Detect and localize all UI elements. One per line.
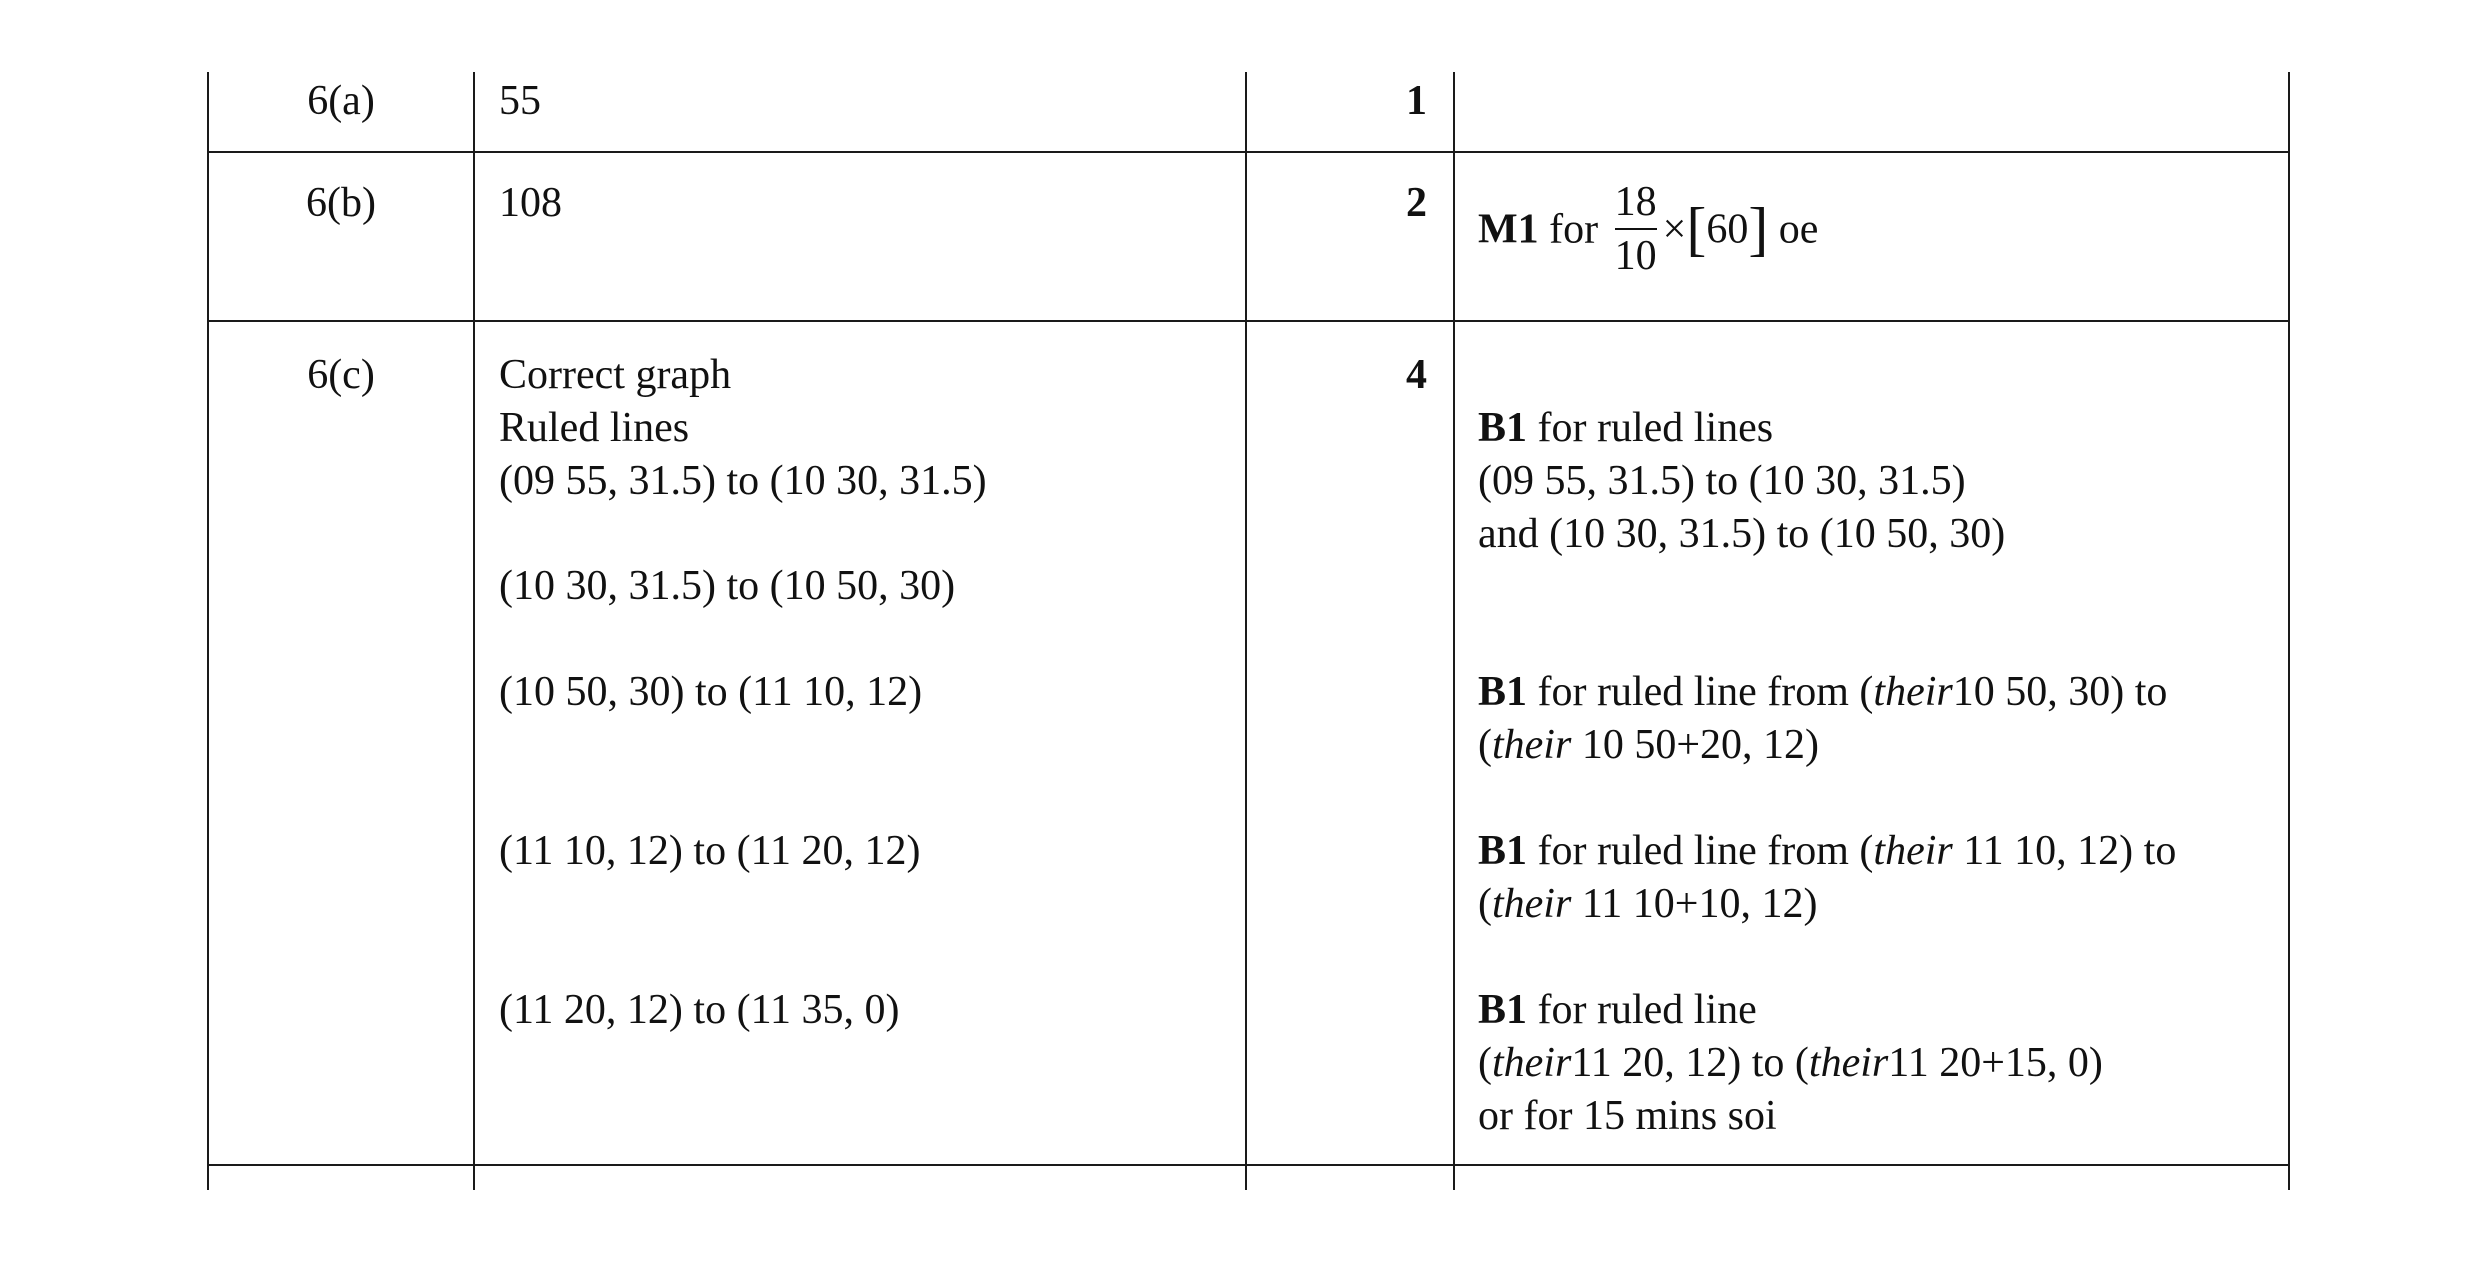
their-italic: their: [1492, 881, 1572, 927]
their-italic: their: [1873, 828, 1953, 874]
fraction-denominator: 10: [1614, 233, 1657, 279]
guidance-suffix-oe: oe: [1778, 206, 1819, 253]
guidance-text: 10 50, 30) to: [1952, 669, 2168, 715]
marks-6c: 4: [1406, 352, 1427, 398]
question-number-6b: 6(b): [306, 180, 376, 226]
table-divider-marks: [1453, 72, 1455, 1190]
their-italic: their: [1873, 669, 1953, 715]
their-italic: their: [1492, 1040, 1572, 1086]
guidance-text: (: [1478, 1040, 1492, 1086]
answer-6a: 55: [499, 78, 541, 124]
guidance-line: or for 15 mins soi: [1478, 1093, 1777, 1139]
answer-6c: [499, 349, 987, 508]
answer-line: (10 50, 30) to (11 10, 12): [499, 669, 923, 715]
fraction-numerator: 18: [1614, 179, 1657, 225]
row-divider-bottom: [207, 1164, 2290, 1166]
guidance-text: 11 10, 12) to: [1952, 828, 2177, 874]
guidance-line: [1478, 1037, 2103, 1090]
guidance-6b: [1478, 180, 1818, 286]
table-divider-question: [473, 72, 475, 1190]
times-sign: ×: [1662, 206, 1687, 253]
guidance-text: 10 50+20, 12): [1571, 722, 1820, 768]
guidance-6c-block-3: [1478, 825, 2176, 931]
answer-line: (11 10, 12) to (11 20, 12): [499, 828, 921, 874]
guidance-text: 11 20+15, 0): [1888, 1040, 2103, 1086]
their-italic: their: [1492, 722, 1572, 768]
guidance-line: [1478, 825, 2176, 878]
mark-code-b1: B1: [1478, 828, 1528, 874]
table-border-right: [2288, 72, 2290, 1190]
answer-6b: 108: [499, 180, 562, 226]
guidance-line: [1478, 984, 2103, 1037]
question-number-6c: 6(c): [307, 352, 375, 398]
answer-line: (09 55, 31.5) to (10 30, 31.5): [499, 458, 987, 504]
guidance-line: [1478, 402, 2005, 455]
guidance-line: [1478, 878, 2176, 931]
guidance-text: for ruled line: [1537, 987, 1757, 1033]
guidance-text: for ruled line from (: [1537, 828, 1874, 874]
marks-6a: 1: [1406, 78, 1427, 124]
answer-line: (10 30, 31.5) to (10 50, 30): [499, 563, 956, 609]
question-number-6a: 6(a): [307, 78, 375, 124]
guidance-6c-block-2: [1478, 666, 2167, 772]
guidance-6c-block-1: [1478, 402, 2005, 561]
table-divider-answer: [1245, 72, 1247, 1190]
guidance-text: for ruled line from (: [1537, 669, 1874, 715]
mark-code-b1: B1: [1478, 405, 1528, 451]
mark-code-b1: B1: [1478, 669, 1528, 715]
mark-code-b1: B1: [1478, 987, 1528, 1033]
bracket-value: 60: [1706, 206, 1749, 253]
guidance-text: (: [1478, 881, 1492, 927]
their-italic: their: [1808, 1040, 1889, 1086]
guidance-line: [1478, 666, 2167, 719]
marks-6b: 2: [1406, 180, 1427, 226]
guidance-line: (09 55, 31.5) to (10 30, 31.5): [1478, 458, 1966, 504]
guidance-6c-block-4: [1478, 984, 2103, 1143]
row-divider-6b-6c: [207, 320, 2290, 322]
guidance-line: [1478, 719, 2167, 772]
fraction: [1615, 176, 1657, 282]
guidance-word-for: for: [1549, 206, 1599, 253]
guidance-text: (: [1478, 722, 1492, 768]
mark-code-m1: M1: [1478, 206, 1539, 253]
guidance-text: 11 10+10, 12): [1571, 881, 1818, 927]
table-border-left: [207, 72, 209, 1190]
bracket-open: [: [1686, 196, 1707, 262]
guidance-text: for ruled lines: [1537, 405, 1774, 451]
guidance-text: 11 20, 12) to (: [1571, 1040, 1809, 1086]
answer-line: (11 20, 12) to (11 35, 0): [499, 987, 900, 1033]
row-divider-6a-6b: [207, 151, 2290, 153]
answer-line: Correct graph: [499, 352, 732, 398]
bracket-close: ]: [1748, 196, 1769, 262]
guidance-line: and (10 30, 31.5) to (10 50, 30): [1478, 511, 2006, 557]
answer-line: Ruled lines: [499, 405, 690, 451]
